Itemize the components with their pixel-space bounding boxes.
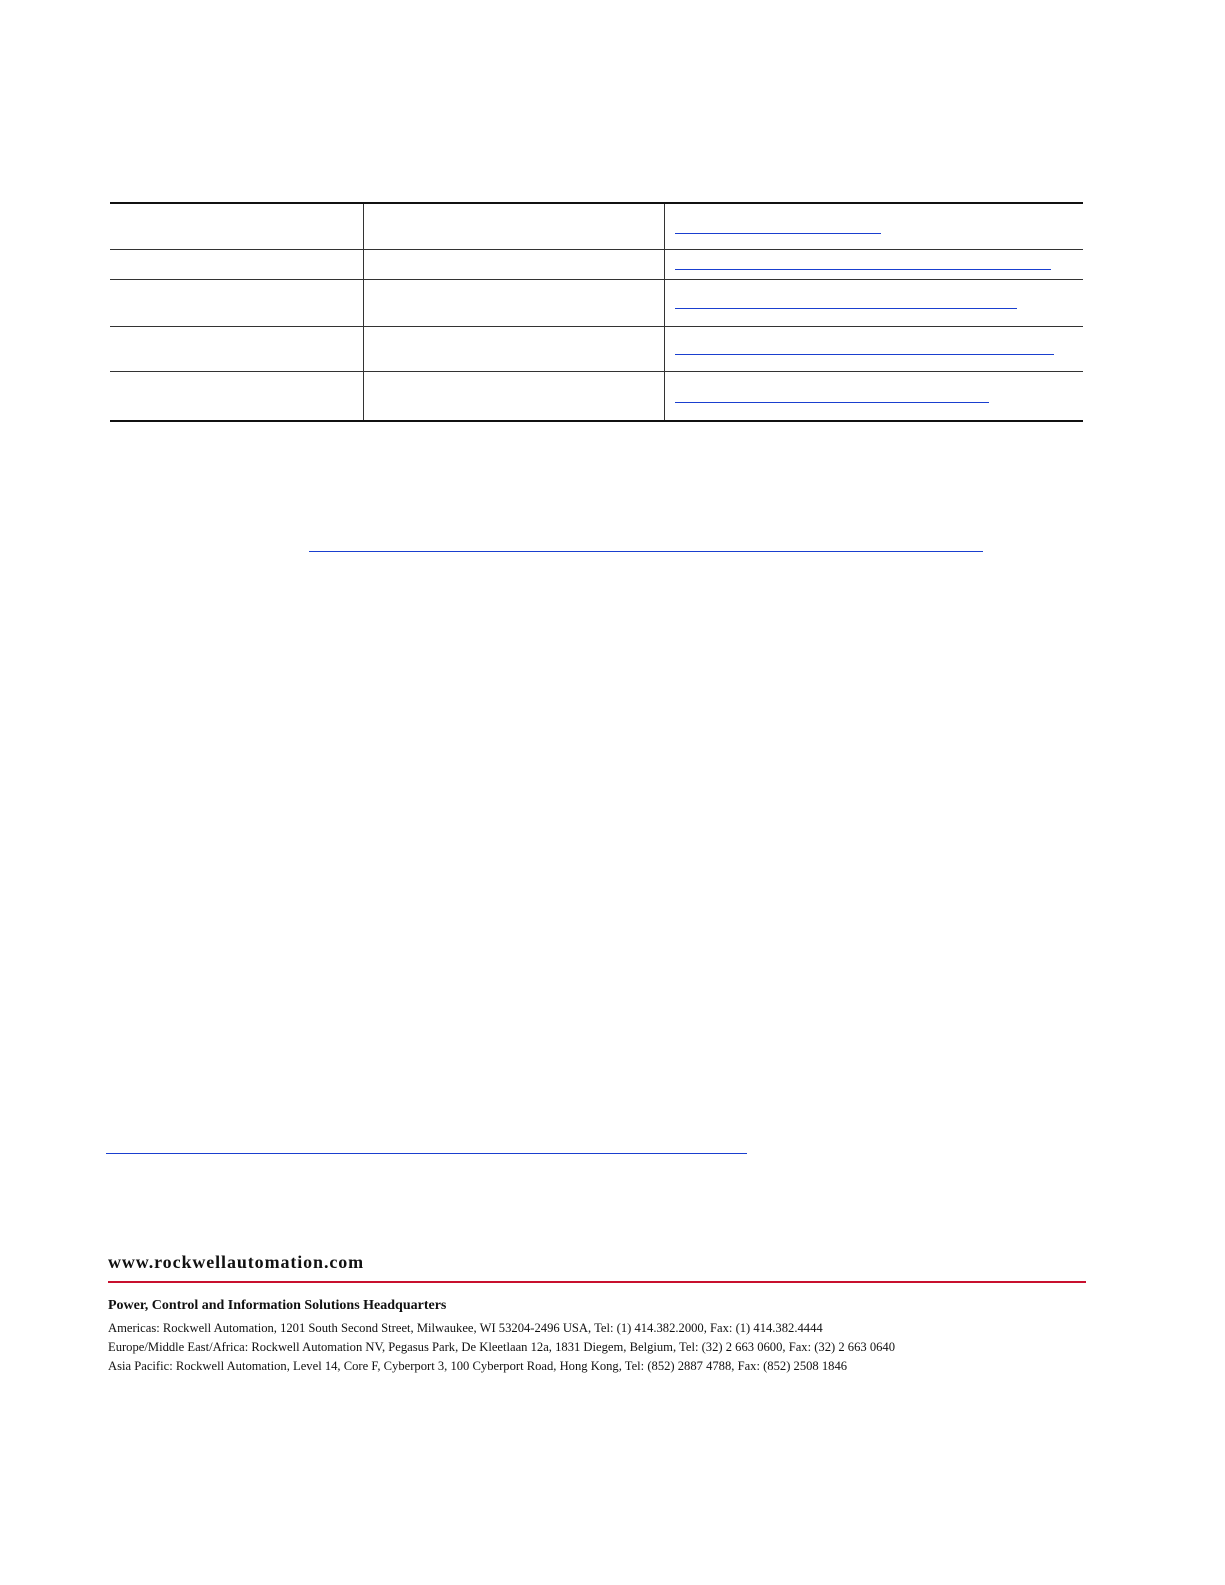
table-cell-link (665, 327, 1084, 372)
table-cell-link (665, 280, 1084, 327)
table-cell-description (364, 280, 665, 327)
address-emea: Europe/Middle East/Africa: Rockwell Automation NV, Pegasus Park, De Kleetlaan 12a, 1831 Diegem, Belgium, Tel: (32) 2 663 0600, Fax: (32) 2 663 0640 (108, 1340, 896, 1354)
table-cell-link (665, 203, 1084, 250)
page-footer (108, 1250, 1086, 1375)
support-link[interactable] (675, 269, 1051, 270)
table-cell-resource (110, 280, 364, 327)
address-asia-pacific: Asia Pacific: Rockwell Automation, Level 14, Core F, Cyberport 3, 100 Cyberport Road, Hong Kong, Tel: (852) 2887 4788, Fax: (852) 2508 1846 (108, 1359, 848, 1373)
table-cell-resource (110, 250, 364, 280)
table-row (110, 250, 1083, 280)
table-cell-link (665, 372, 1084, 422)
support-link[interactable] (675, 402, 989, 403)
headquarters-title: Power, Control and Information Solutions Headquarters (108, 1298, 447, 1313)
feedback-link[interactable] (309, 551, 983, 552)
support-link[interactable] (675, 233, 881, 234)
table-cell-description (364, 372, 665, 422)
table-row (110, 327, 1083, 372)
documentation-link[interactable] (106, 1153, 747, 1154)
support-link[interactable] (675, 354, 1054, 355)
table-cell-link (665, 250, 1084, 280)
support-resources-table (110, 202, 1083, 422)
table-cell-resource (110, 203, 364, 250)
table-cell-resource (110, 372, 364, 422)
website-url[interactable]: www.rockwellautomation.com (108, 1252, 365, 1272)
table-cell-description (364, 327, 665, 372)
footer-divider (108, 1281, 1086, 1283)
table-cell-description (364, 203, 665, 250)
support-link[interactable] (675, 308, 1017, 309)
address-americas: Americas: Rockwell Automation, 1201 South Second Street, Milwaukee, WI 53204-2496 USA, Tel: (1) 414.382.2000, Fax: (1) 414.382.4444 (108, 1321, 823, 1335)
table-row (110, 372, 1083, 422)
table-cell-resource (110, 327, 364, 372)
table-row (110, 203, 1083, 250)
table-row (110, 280, 1083, 327)
table-cell-description (364, 250, 665, 280)
